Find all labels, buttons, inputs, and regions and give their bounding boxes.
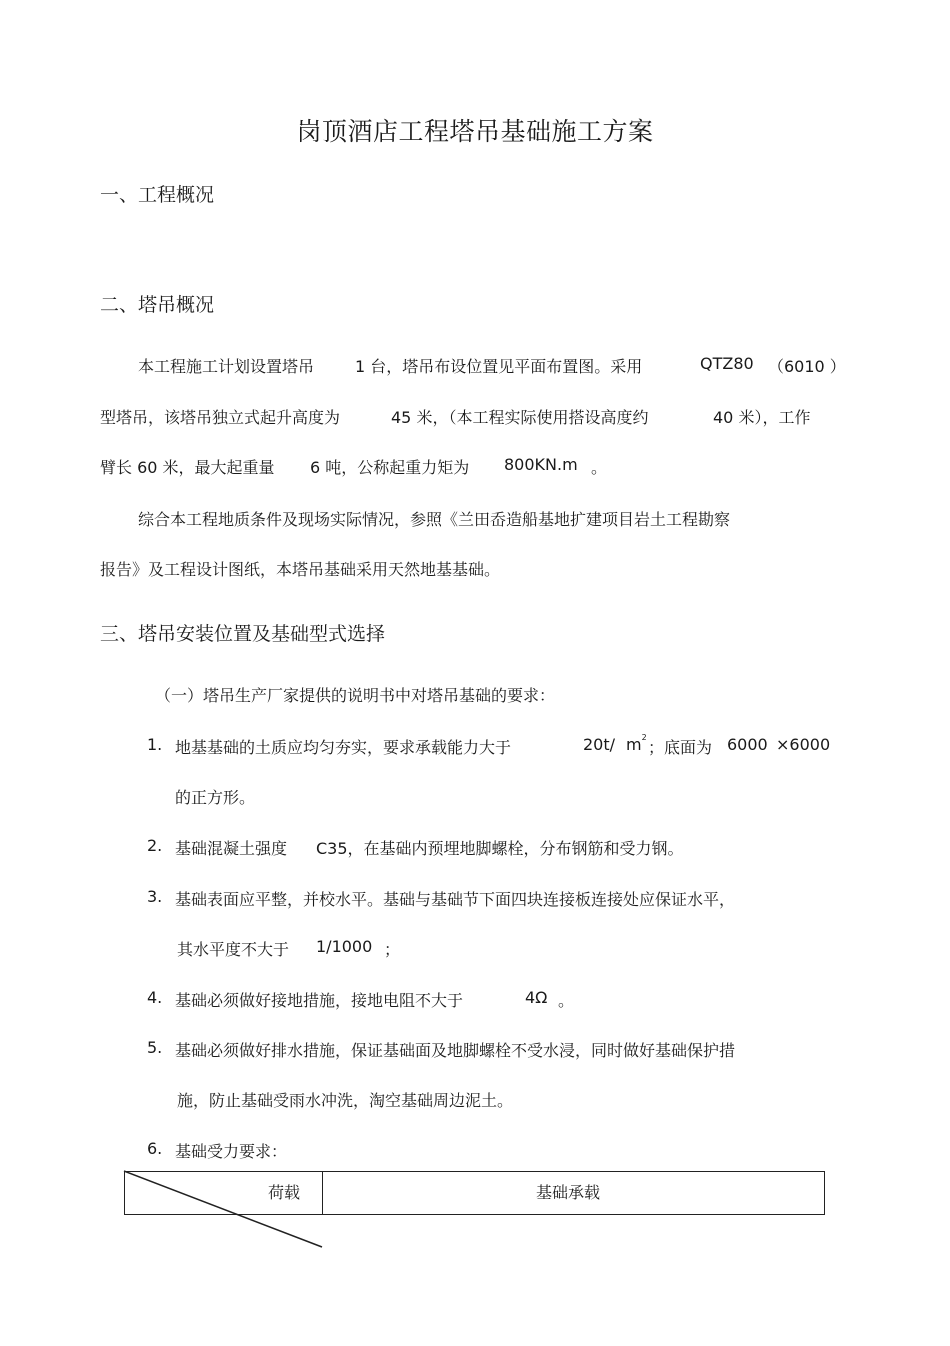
- para1-line2-b: 45 米，（本工程实际使用搭设高度约: [391, 408, 649, 427]
- section-heading-crane: 二、塔吊概况: [100, 294, 215, 316]
- req1-text-d: ；底面为: [648, 738, 713, 757]
- req1-unit-sup: 2: [641, 733, 647, 742]
- req5-line1: 基础必须做好排水措施，保证基础面及地脚螺栓不受水浸，同时做好基础保护措: [175, 1041, 736, 1060]
- req2-text-b: C35，在基础内预埋地脚螺栓，分布钢筋和受力钢。: [316, 839, 684, 858]
- req1-line2: 的正方形。: [175, 788, 256, 807]
- req3-line2-b: 1/1000: [316, 937, 373, 956]
- req1-text-f: ×6000: [776, 735, 831, 754]
- para2-line2: 报告》及工程设计图纸，本塔吊基础采用天然地基基础。: [100, 560, 501, 579]
- section-heading-overview: 一、工程概况: [100, 184, 215, 206]
- document-title: 岗顶酒店工程塔吊基础施工方案: [296, 117, 654, 146]
- para2-line1: 综合本工程地质条件及现场实际情况，参照《兰田岙造船基地扩建项目岩土工程勘察: [138, 510, 731, 529]
- req5-line2: 施，防止基础受雨水冲洗，淘空基础周边泥土。: [177, 1091, 514, 1110]
- req3-line1: 基础表面应平整，并校水平。基础与基础节下面四块连接板连接处应保证水平，: [175, 890, 736, 909]
- para1-line1-b: 1 台，塔吊布设位置见平面布置图。采用: [355, 357, 643, 376]
- table-header-load: 荷载: [268, 1183, 301, 1202]
- req6-text: 基础受力要求：: [175, 1142, 288, 1161]
- req1-text-b: 20t/: [583, 735, 616, 754]
- req2-number: 2.: [147, 836, 163, 855]
- para1-line3-b: 6 吨，公称起重力矩为: [310, 458, 470, 477]
- req5-number: 5.: [147, 1038, 163, 1057]
- para1-line2-c: 40 米），工作: [713, 408, 811, 427]
- req4-text-c: 。: [558, 991, 575, 1010]
- diagonal-stroke: [124, 1171, 322, 1247]
- para1-line1-a: 本工程施工计划设置塔吊: [138, 357, 315, 376]
- para1-line2-a: 型塔吊，该塔吊独立式起升高度为: [100, 408, 341, 427]
- table-diagonal-line: [124, 1171, 324, 1251]
- req3-line2-a: 其水平度不大于: [177, 940, 290, 959]
- para1-line1-d: （6010 ）: [768, 357, 846, 376]
- req4-text-b: 4Ω: [525, 988, 548, 1007]
- req2-text-a: 基础混凝土强度: [175, 839, 288, 858]
- req4-number: 4.: [147, 988, 163, 1007]
- req6-number: 6.: [147, 1139, 163, 1158]
- req1-number: 1.: [147, 735, 163, 754]
- table-header-bearing: 基础承载: [536, 1183, 601, 1202]
- para1-line1-c: QTZ80: [700, 354, 754, 373]
- para1-line3-c: 800KN.m: [504, 455, 578, 474]
- section-heading-installation: 三、塔吊安装位置及基础型式选择: [100, 623, 386, 645]
- req3-line2-c: ；: [384, 940, 401, 959]
- para1-line3-d: 。: [591, 458, 608, 477]
- req3-number: 3.: [147, 887, 163, 906]
- req1-text-e: 6000: [727, 735, 768, 754]
- subsection-heading-requirements: （一）塔吊生产厂家提供的说明书中对塔吊基础的要求：: [155, 686, 556, 705]
- req1-unit: [626, 735, 647, 754]
- req4-text-a: 基础必须做好接地措施，接地电阻不大于: [175, 991, 464, 1010]
- req1-unit-base: m: [626, 735, 642, 754]
- para1-line3-a: 臂长 60 米，最大起重量: [100, 458, 275, 477]
- req1-text-a: 地基基础的土质应均匀夯实，要求承载能力大于: [175, 738, 512, 757]
